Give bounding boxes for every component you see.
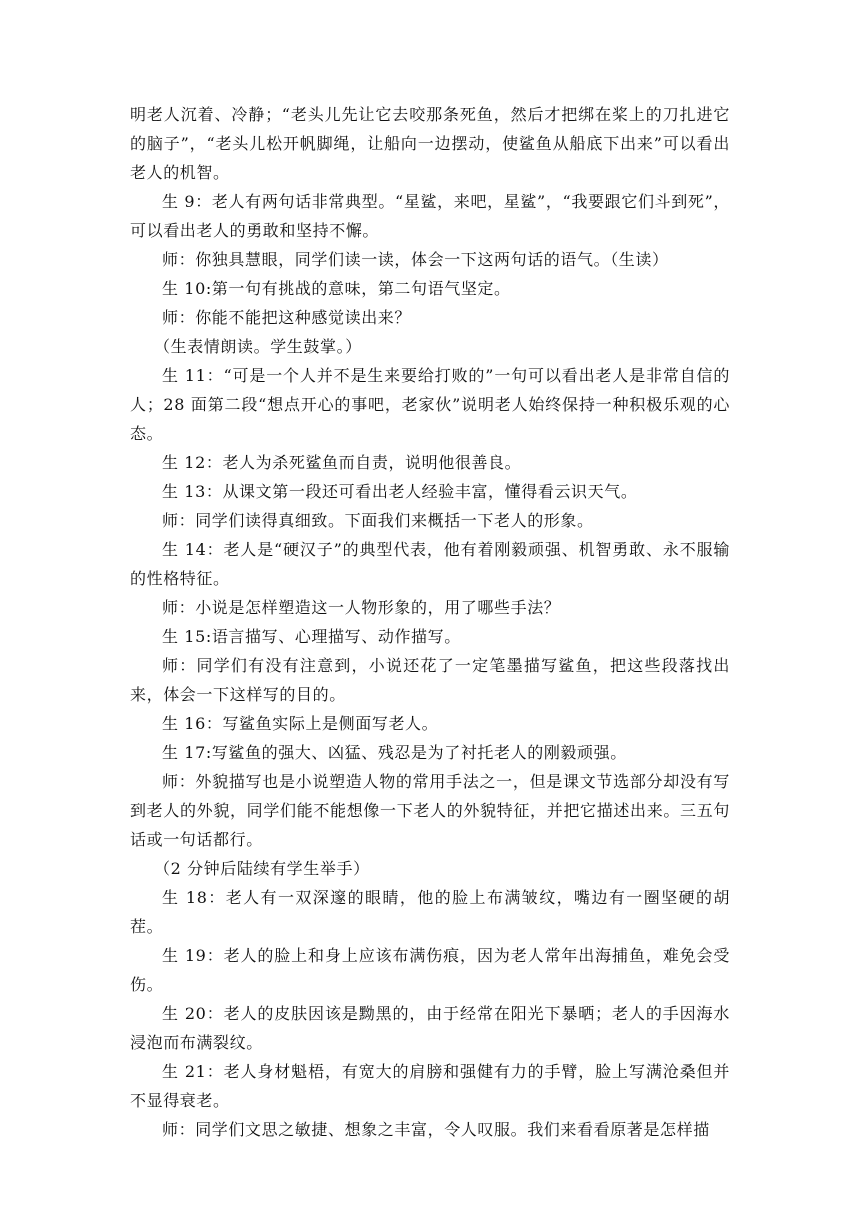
paragraph: 生 15:语言描写、心理描写、动作描写。 xyxy=(162,627,461,646)
paragraph: 师：同学们有没有注意到，小说还花了一定笔墨描写鲨鱼，把这些段落找出来，体会一下这样写的目的。 xyxy=(130,656,730,704)
paragraph: 师：你能不能把这种感觉读出来？ xyxy=(162,308,412,327)
paragraph: 生 14：老人是“硬汉子”的典型代表，他有着刚毅顽强、机智勇敢、永不服输的性格特征。 xyxy=(130,540,730,588)
paragraph-continued: 明老人沉着、冷静；“老头儿先让它去咬那条死鱼，然后才把绑在桨上的刀扎进它的脑子”，“老头儿松开帆脚绳，让船向一边摆动，使鲨鱼从船底下出来”可以看出老人的机智。 xyxy=(130,105,730,182)
paragraph: 生 11：“可是一个人并不是生来要给打败的”一句可以看出老人是非常自信的人；28 面第二段“想点开心的事吧，老家伙”说明老人始终保持一种积极乐观的心态。 xyxy=(130,366,730,443)
stage-direction: （2 分钟后陆续有学生举手） xyxy=(154,859,370,878)
paragraph: 生 9：老人有两句话非常典型。“星鲨，来吧，星鲨”，“我要跟它们斗到死”，可以看出老人的勇敢和坚持不懈。 xyxy=(130,192,730,240)
paragraph: 师：同学们读得真细致。下面我们来概括一下老人的形象。 xyxy=(162,511,594,530)
paragraph: 生 13：从课文第一段还可看出老人经验丰富，懂得看云识天气。 xyxy=(162,482,638,501)
document-page xyxy=(130,100,730,1144)
paragraph: 师：同学们文思之敏捷、想象之丰富，令人叹服。我们来看看原著是怎样描 xyxy=(162,1120,710,1139)
paragraph: 师：你独具慧眼，同学们读一读，体会一下这两句话的语气。（生读） xyxy=(162,250,669,269)
stage-direction: （生表情朗读。学生鼓掌。） xyxy=(154,337,362,356)
paragraph: 生 16：写鲨鱼实际上是侧面写老人。 xyxy=(162,714,439,733)
paragraph: 生 20：老人的皮肤因该是黝黑的，由于经常在阳光下暴晒；老人的手因海水浸泡而布满裂纹。 xyxy=(130,1004,730,1052)
paragraph: 师：小说是怎样塑造这一人物形象的，用了哪些手法？ xyxy=(162,598,561,617)
paragraph: 生 17:写鲨鱼的强大、凶猛、残忍是为了衬托老人的刚毅顽强。 xyxy=(162,743,627,762)
paragraph: 生 18：老人有一双深邃的眼睛，他的脸上布满皱纹，嘴边有一圈坚硬的胡茬。 xyxy=(130,888,730,936)
paragraph: 生 19：老人的脸上和身上应该布满伤痕，因为老人常年出海捕鱼，难免会受伤。 xyxy=(130,946,730,994)
paragraph: 生 12：老人为杀死鲨鱼而自责，说明他很善良。 xyxy=(162,453,522,472)
paragraph: 生 21：老人身材魁梧，有宽大的肩膀和强健有力的手臂，脸上写满沧桑但并不显得衰老。 xyxy=(130,1062,730,1110)
paragraph: 师：外貌描写也是小说塑造人物的常用手法之一，但是课文节选部分却没有写到老人的外貌，同学们能不能想像一下老人的外貌特征，并把它描述出来。三五句话或一句话都行。 xyxy=(130,772,730,849)
paragraph: 生 10:第一句有挑战的意味，第二句语气坚定。 xyxy=(162,279,511,298)
